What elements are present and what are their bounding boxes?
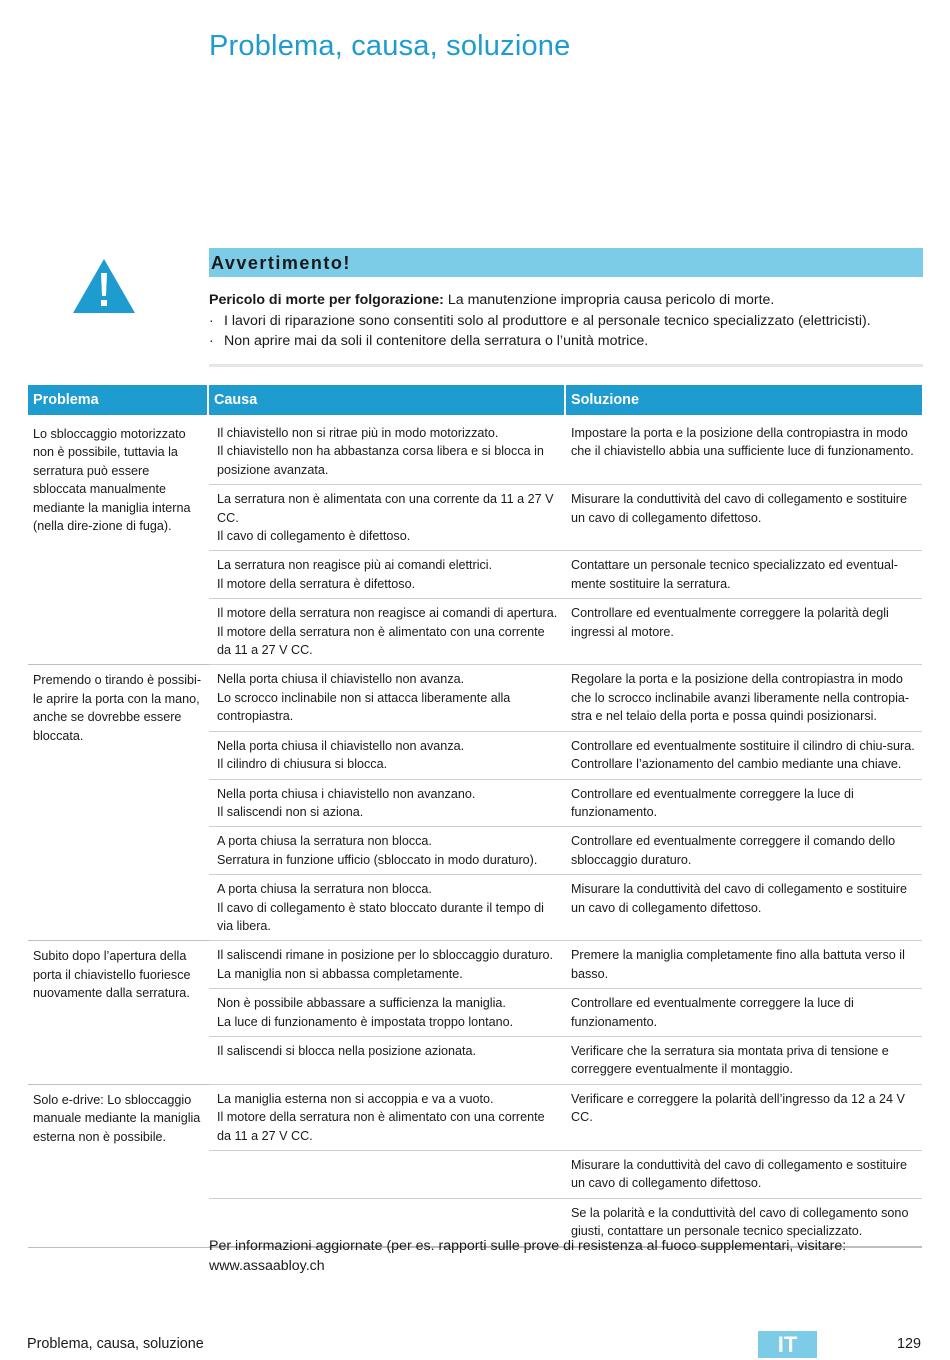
cause-line: Il cavo di collegamento è stato bloccato durante il tempo di via libera. [217,900,544,933]
cause-cell [209,1037,566,1085]
cause-cell [209,827,566,875]
solution-cell [566,827,922,875]
cause-line: Il chiavistello non ha abbastanza corsa libera e si blocca in posizione avanzata. [217,444,544,477]
cause-cell [209,665,566,731]
info-note: Per informazioni aggiornate (per es. rapporti sulle prove di resistenza al fuoco supplementari, visitare: www.assaabloy.ch [209,1238,847,1274]
cause-line: Il cilindro di chiusura si blocca. [217,757,388,772]
solution-line: Controllare ed eventualmente correggere la luce di funzionamento. [571,786,854,819]
solution-line: Misurare la conduttività del cavo di collegamento e sostituire un cavo di collegamento difettoso. [571,882,908,915]
column-header-problem: Problema [28,385,209,415]
bullet-dot: · [209,312,214,329]
solution-line: Controllare ed eventualmente sostituire il cilindro di chiu-sura. Controllare l’azionamento del cambio mediante una chiave. [571,738,915,772]
warning-bullet-text: I lavori di riparazione sono consentiti solo al produttore e al personale tecnico specializzato (elettricisti). [224,312,871,329]
bullet-dot: · [209,333,214,349]
solution-cell [566,1037,922,1085]
page-number: 129 [897,1336,922,1352]
problem-cell: Lo sbloccaggio motorizzato non è possibile, tuttavia la serratura può essere sbloccata manualmente mediante la maniglia interna (nella dire-zione di fuga). [28,419,209,665]
cause-line: La serratura non reagisce più ai comandi elettrici. [217,558,493,573]
solution-line: Premere la maniglia completamente fino alla battuta verso il basso. [571,948,905,981]
solution-cell [566,419,922,485]
solution-line: Impostare la porta e la posizione della contropiastra in modo che il chiavistello abbia una sufficiente luce di funzionamento. [571,426,914,459]
cause-cell [209,1085,566,1151]
solution-cell [566,485,922,551]
cause-line: Lo scrocco inclinabile non si attacca liberamente alla contropiastra. [217,690,511,724]
solution-cell [566,1085,922,1151]
solution-cell [566,941,922,989]
warning-bullet [209,331,929,352]
cause-line: Il saliscendi rimane in posizione per lo sbloccaggio duraturo. [217,948,554,963]
cause-line: La maniglia non si abbassa completamente. [217,966,463,981]
cause-line: La maniglia esterna non si accoppia e va a vuoto. [217,1091,494,1106]
table-row [28,941,922,989]
table-row [28,419,922,485]
solution-cell [566,780,922,828]
warning-body [209,290,929,352]
page-title: Problema, causa, soluzione [209,30,571,62]
cause-line: A porta chiusa la serratura non blocca. [217,882,432,897]
table-header-row [28,385,922,415]
table-row [28,1085,922,1151]
table-body [28,419,922,1248]
cause-cell [209,599,566,665]
warning-lead-bold: Pericolo di morte per folgorazione: [209,292,444,308]
warning-triangle-icon [72,258,136,314]
problem-cell: Subito dopo l’apertura della porta il chiavistello fuoriesce nuovamente dalla serratura. [28,941,209,1084]
cause-line: Serratura in funzione ufficio (sbloccato in modo duraturo). [217,852,538,867]
warning-bullet-text: Non aprire mai da soli il contenitore della serratura o l’unità motrice. [224,333,649,349]
warning-header [209,248,923,277]
cause-line: Nella porta chiusa il chiavistello non avanza. [217,672,465,687]
cause-line: Il saliscendi non si aziona. [217,804,364,819]
cause-line: La serratura non è alimentata con una corrente da 11 a 27 V CC. [217,492,554,525]
cause-line: Il motore della serratura è difettoso. [217,576,416,591]
cause-cell [209,875,566,941]
cause-line: Il motore della serratura non è alimentato con una corrente da 11 a 27 V CC. [217,1110,545,1143]
warning-lead-text: La manutenzione impropria causa pericolo di morte. [443,292,775,308]
column-header-cause: Causa [209,385,566,415]
cause-line: Nella porta chiusa i chiavistello non avanzano. [217,786,476,801]
solution-line: Regolare la porta e la posizione della contropiastra in modo che lo scrocco inclinabile avanzi liberamente nella contropia-stra e nel telaio della porta e possa quindi posizionarsi. [571,672,910,724]
solution-cell [566,875,922,941]
cause-line: A porta chiusa la serratura non blocca. [217,834,432,849]
cause-line: Il motore della serratura non reagisce ai comandi di apertura. [217,606,558,621]
cause-line: Il motore della serratura non è alimentato con una corrente da 11 a 27 V CC. [217,624,545,658]
solution-cell [566,989,922,1037]
warning-lead [209,290,929,311]
problem-cell: Solo e-drive: Lo sbloccaggio manuale mediante la maniglia esterna non è possibile. [28,1085,209,1248]
divider [209,364,923,367]
solution-cell [566,1151,922,1199]
solution-cell [566,551,922,599]
solution-line: Misurare la conduttività del cavo di collegamento e sostituire un cavo di collegamento difettoso. [571,1158,908,1191]
problem-cell: Premendo o tirando è possibi-le aprire la porta con la mano, anche se dovrebbe essere bloccata. [28,665,209,941]
cause-line: Non è possibile abbassare a sufficienza la maniglia. [217,996,506,1011]
solution-line: Controllare ed eventualmente correggere la luce di funzionamento. [571,996,854,1029]
column-header-solution: Soluzione [566,385,922,415]
cause-line: Il cavo di collegamento è difettoso. [217,529,411,544]
cause-line: Il chiavistello non si ritrae più in modo motorizzato. [217,426,499,440]
solution-line: Verificare e correggere la polarità dell’ingresso da 12 a 24 V CC. [571,1091,905,1125]
cause-line: Il saliscendi si blocca nella posizione azionata. [217,1043,477,1058]
language-badge: IT [758,1331,817,1358]
cause-cell [209,941,566,989]
solution-line: Misurare la conduttività del cavo di collegamento e sostituire un cavo di collegamento difettoso. [571,492,908,525]
solution-line: Verificare che la serratura sia montata priva di tensione e correggere eventualmente il montaggio. [571,1043,889,1077]
cause-cell [209,732,566,780]
warning-heading: Avvertimento! [211,253,351,273]
solution-cell [566,665,922,731]
solution-line: Controllare ed eventualmente correggere il comando dello sbloccaggio duraturo. [571,834,896,867]
cause-cell [209,989,566,1037]
cause-cell [209,1151,566,1199]
cause-line: La luce di funzionamento è impostata troppo lontano. [217,1014,514,1029]
cause-line: Nella porta chiusa il chiavistello non avanza. [217,738,465,753]
table-row [28,665,922,731]
solution-cell [566,599,922,665]
cause-cell [209,780,566,828]
warning-bullet [209,311,929,332]
solution-line: Controllare ed eventualmente correggere la polarità degli ingressi al motore. [571,606,889,639]
troubleshooting-table [28,385,922,1248]
solution-cell [566,732,922,780]
solution-line: Se la polarità e la conduttività del cavo di collegamento sono giusti, contattare un personale tecnico specializzato. [571,1205,909,1239]
cause-cell [209,485,566,551]
cause-cell [209,419,566,485]
cause-cell [209,551,566,599]
footer-section-title: Problema, causa, soluzione [27,1336,204,1352]
solution-line: Contattare un personale tecnico specializzato ed eventual-mente sostituire la serratura. [571,558,898,591]
